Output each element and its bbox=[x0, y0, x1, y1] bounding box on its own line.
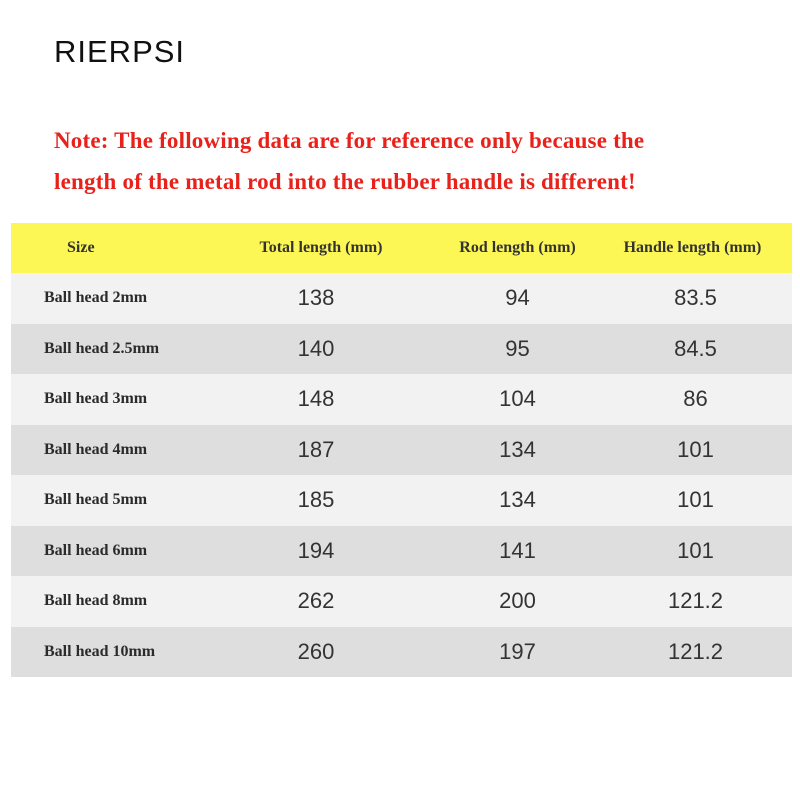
rod-length-cell: 104 bbox=[499, 386, 536, 412]
rod-length-cell: 141 bbox=[499, 537, 536, 563]
table-row bbox=[11, 576, 792, 627]
total-length-cell: 140 bbox=[297, 335, 335, 361]
total-length-cell: 187 bbox=[297, 436, 335, 462]
size-table bbox=[11, 223, 792, 677]
handle-length-cell: 86 bbox=[683, 386, 708, 412]
table-row bbox=[11, 324, 792, 375]
total-length-cell: 185 bbox=[297, 487, 335, 513]
handle-length-cell: 101 bbox=[677, 436, 714, 462]
table-row bbox=[11, 425, 792, 476]
handle-length-cell: 83.5 bbox=[674, 285, 717, 311]
reference-note bbox=[54, 120, 774, 202]
table-row bbox=[11, 627, 792, 678]
handle-length-cell: 101 bbox=[677, 537, 714, 563]
handle-length-cell: 121.2 bbox=[667, 588, 724, 614]
table-row bbox=[11, 273, 792, 324]
rod-length-cell: 94 bbox=[505, 285, 530, 311]
rod-length-cell: 95 bbox=[505, 335, 530, 361]
size-cell: Ball head 3mm bbox=[44, 390, 148, 408]
rod-length-cell: 197 bbox=[499, 638, 536, 664]
size-cell: Ball head 4mm bbox=[44, 440, 148, 458]
size-cell: Ball head 6mm bbox=[44, 541, 148, 559]
note-line-2: length of the metal rod into the rubber handle is different! bbox=[54, 169, 636, 194]
header-size: Size bbox=[67, 239, 95, 256]
handle-length-cell: 121.2 bbox=[667, 638, 724, 664]
size-cell: Ball head 8mm bbox=[44, 592, 148, 610]
table-row bbox=[11, 526, 792, 577]
table-row bbox=[11, 374, 792, 425]
size-cell: Ball head 2mm bbox=[44, 289, 148, 307]
total-length-cell: 148 bbox=[297, 386, 335, 412]
total-length-cell: 260 bbox=[297, 638, 335, 664]
total-length-cell: 194 bbox=[297, 537, 335, 563]
header-handle-length: Handle length (mm) bbox=[623, 239, 762, 256]
size-cell: Ball head 5mm bbox=[44, 491, 148, 509]
handle-length-cell: 84.5 bbox=[674, 335, 717, 361]
rod-length-cell: 134 bbox=[499, 436, 536, 462]
table-row bbox=[11, 475, 792, 526]
header-total-length: Total length (mm) bbox=[259, 239, 383, 256]
rod-length-cell: 200 bbox=[499, 588, 536, 614]
handle-length-cell: 101 bbox=[677, 487, 714, 513]
brand-logo: RIERPSI bbox=[54, 34, 186, 69]
note-line-1: Note: The following data are for reference only because the bbox=[54, 128, 645, 153]
size-cell: Ball head 2.5mm bbox=[44, 339, 160, 357]
size-cell: Ball head 10mm bbox=[44, 642, 156, 660]
header-rod-length: Rod length (mm) bbox=[459, 239, 576, 256]
rod-length-cell: 134 bbox=[499, 487, 536, 513]
total-length-cell: 262 bbox=[297, 588, 335, 614]
table-header-row bbox=[11, 223, 792, 273]
total-length-cell: 138 bbox=[297, 285, 335, 311]
